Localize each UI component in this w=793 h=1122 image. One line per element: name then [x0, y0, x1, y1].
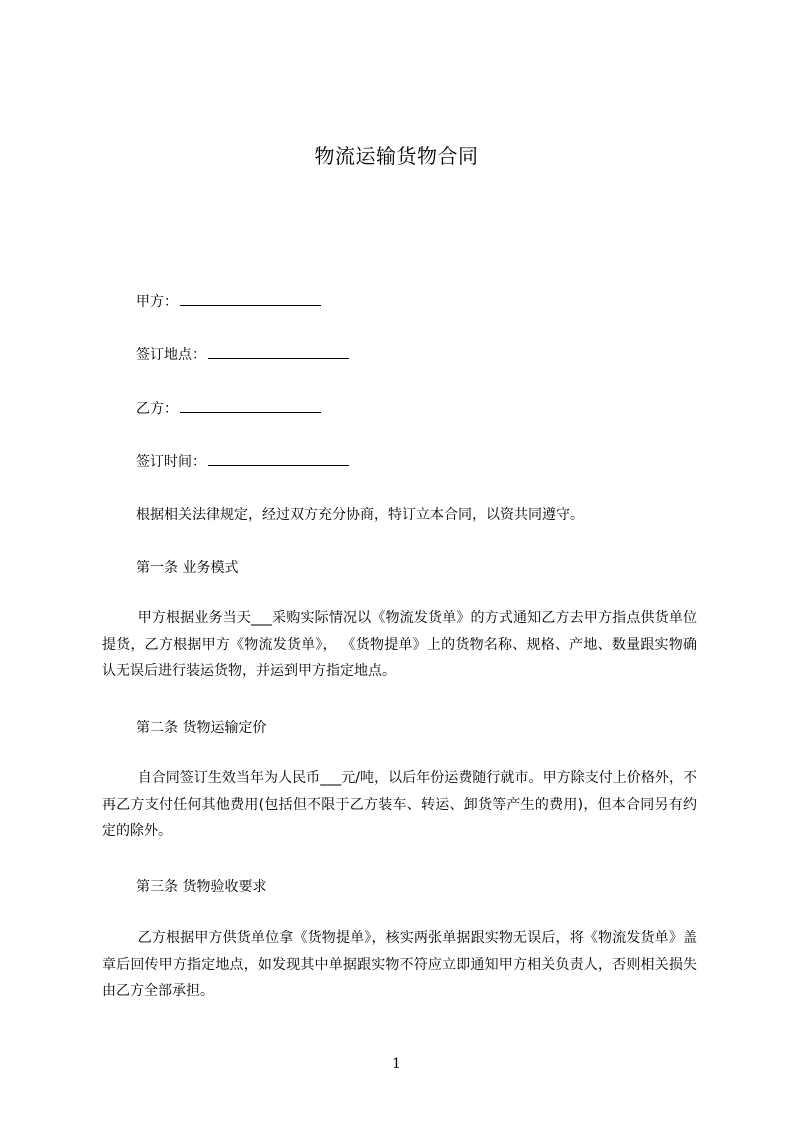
party-a-blank: [180, 291, 321, 306]
sign-time-label: 签订时间：: [136, 454, 206, 470]
article-3-body: 乙方根据甲方供货单位拿《货物提单》，核实两张单据跟实物无误后，将《物流发货单》盖章后回传甲方指定地点，如发现其中单据跟实物不符应立即通知甲方相关负责人，否则相关损失由乙方全部承担。: [102, 930, 697, 999]
party-a-label: 甲方：: [136, 294, 178, 310]
sign-place-field: [136, 344, 349, 365]
article-2-body: 自合同签订生效当年为人民币___元/吨，以后年份运费随行就市。甲方除支付上价格外，不再乙方支付任何其他费用(包括但不限于乙方装车、转运、卸货等产生的费用)，但本合同另有约定的除外。: [102, 770, 697, 839]
sign-place-blank: [208, 344, 349, 359]
party-b-blank: [180, 398, 321, 413]
sign-time-field: [136, 451, 349, 472]
page-number: 1: [392, 1056, 401, 1072]
party-a-field: [136, 291, 321, 312]
party-b-label: 乙方：: [136, 401, 178, 417]
article-1-heading: 第一条 业务模式: [136, 560, 239, 576]
preamble: 根据相关法律规定，经过双方充分协商，特订立本合同，以资共同遵守。: [136, 507, 584, 523]
contract-title: 物流运输货物合同: [314, 144, 479, 168]
article-2-heading: 第二条 货物运输定价: [136, 720, 267, 736]
sign-place-label: 签订地点：: [136, 347, 206, 363]
sign-time-blank: [208, 451, 349, 466]
article-1-body: 甲方根据业务当天___采购实际情况以《物流发货单》的方式通知乙方去甲方指点供货单位提货，乙方根据甲方《物流发货单》， 《货物提单》上的货物名称、规格、产地、数量跟实物确认无误后进行装运货物，并运到甲方指定地点。: [102, 610, 697, 679]
party-b-field: [136, 398, 321, 419]
article-3-heading: 第三条 货物验收要求: [136, 879, 267, 895]
